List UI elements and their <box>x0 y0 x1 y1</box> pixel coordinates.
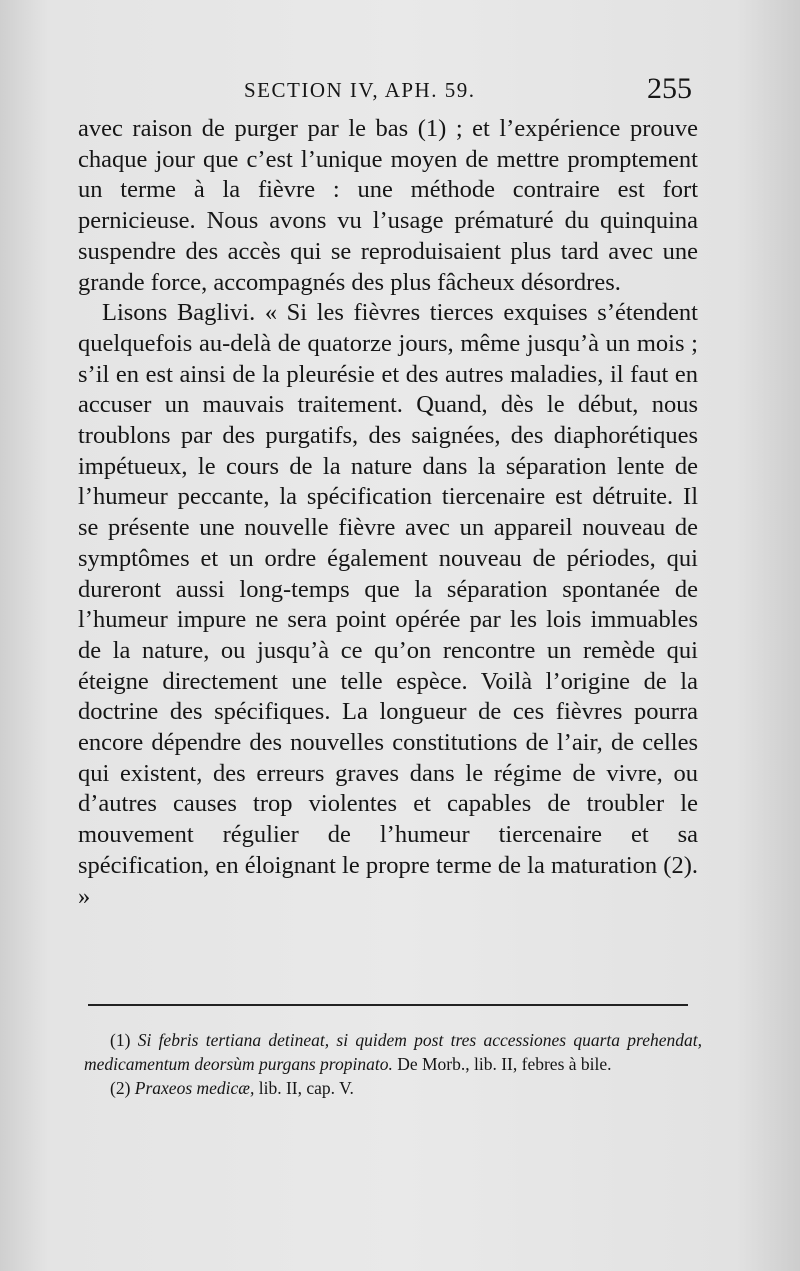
paragraph-continuation: avec raison de purger par le bas (1) ; et l’expérience prouve chaque jour que c’est l’unique moyen de mettre promptement un terme à la fièvre : une méthode contraire est fort pernicieuse. Nous avons vu l’usage prématuré du quinquina suspendre des accès qui se reproduisaient plus tard avec une grande force, accompagnés des plus fâcheux désordres. <box>78 115 698 296</box>
footnote-1-reference: De Morb., lib. II, febres à bile. <box>397 1054 612 1074</box>
footnote-1 <box>84 1028 702 1076</box>
footnote-1-latin: Si febris tertiana detineat, si quidem post tres accessiones quarta prehendat, medicamentum deorsùm purgans propinato. <box>84 1030 702 1074</box>
footnote-2-reference: lib. II, cap. V. <box>258 1078 354 1098</box>
page-number: 255 <box>647 72 692 105</box>
footnote-separator-rule <box>88 1004 688 1006</box>
paragraph-baglivi-quote: Lisons Baglivi. « Si les fièvres tierces exquises s’étendent quelquefois au-delà de quatorze jours, même jusqu’à un mois ; s’il en est ainsi de la pleurésie et des autres maladies, il faut en accuser un mauvais traitement. Quand, dès le début, nous troublons par des purgatifs, des saignées, des diaphorétiques impétueux, le cours de la nature dans la séparation lente de l’humeur peccante, la spécification tiercenaire est détruite. Il se présente une nouvelle fièvre avec un appareil nouveau de symptômes et un ordre également nouveau de périodes, qui dureront aussi long-temps que la séparation spontanée de l’humeur impure ne sera point opérée par les lois immuables de la nature, ou jusqu’à ce qu’on rencontre un remède qui éteigne directement une telle espèce. Voilà l’origine de la doctrine des spécifiques. La longueur de ces fièvres pourra encore dépendre des nouvelles constitutions de l’air, de celles qui existent, des erreurs graves dans le régime de vivre, ou d’autres causes trop violentes et capables de troubler le mouvement régulier de l’humeur tiercenaire et sa spécification, en éloignant le propre terme de la maturation (2). » <box>78 299 698 910</box>
section-heading: SECTION IV, APH. 59. <box>244 78 476 102</box>
footnotes <box>84 1028 702 1100</box>
running-head <box>78 72 692 112</box>
footnote-2-title: Praxeos medicæ, <box>134 1078 255 1098</box>
footnote-2-marker: (2) <box>110 1078 131 1098</box>
footnote-1-marker: (1) <box>110 1030 131 1050</box>
footnote-2 <box>84 1076 702 1100</box>
main-text <box>78 114 698 912</box>
